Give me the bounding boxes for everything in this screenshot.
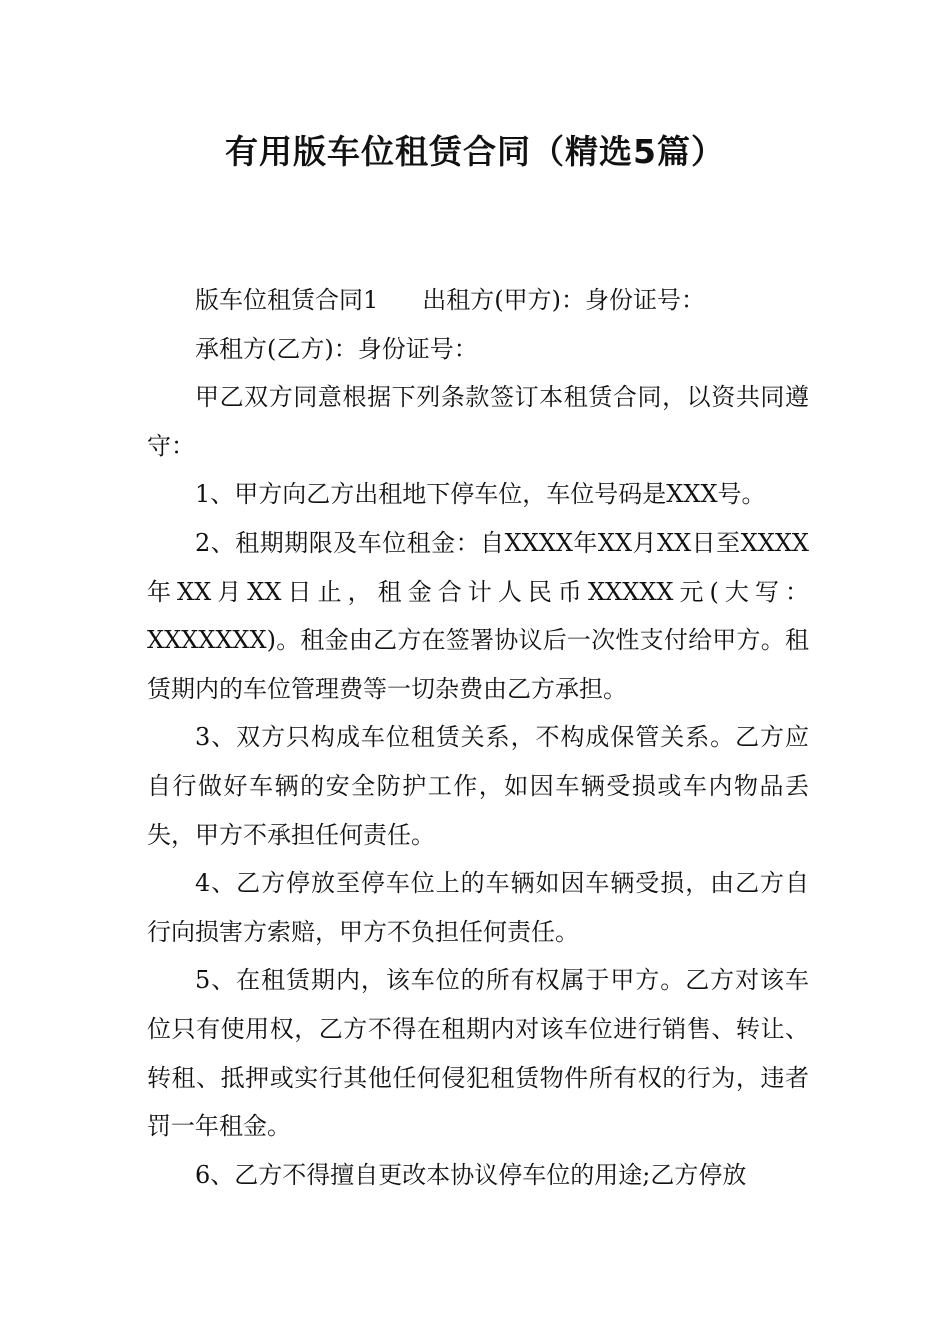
paragraph: 甲乙双方同意根据下列条款签订本租赁合同，以资共同遵守：	[147, 383, 809, 460]
document-body	[147, 276, 809, 1199]
paragraph: 4、乙方停放至停车位上的车辆如因车辆受损，由乙方自行向损害方索赔，甲方不负担任何责任。	[147, 869, 809, 946]
paragraph: 5、在租赁期内，该车位的所有权属于甲方。乙方对该车位只有使用权，乙方不得在租期内对该车位进行销售、转让、转租、抵押或实行其他任何侵犯租赁物件所有权的行为，违者罚一年租金。	[147, 966, 809, 1141]
document-title: 有用版车位租赁合同（精选5篇）	[225, 132, 725, 171]
contract-heading-line	[147, 276, 809, 325]
paragraph: 2、租期期限及车位租金：自XXXX年XX月XX日至XXXX年XX月XX日止，租金合计人民币XXXXX元(大写：XXXXXXX)。租金由乙方在签署协议后一次性支付给甲方。租赁期内的车位管理费等一切杂费由乙方承担。	[147, 528, 809, 703]
contract-number-label: 版车位租赁合同1	[195, 286, 379, 314]
paragraph: 承租方(乙方)：身份证号：	[195, 334, 478, 363]
paragraph: 3、双方只构成车位租赁关系，不构成保管关系。乙方应自行做好车辆的安全防护工作，如因车辆受损或车内物品丢失，甲方不承担任何责任。	[147, 723, 809, 849]
lessor-line: 出租方(甲方)：身份证号：	[422, 286, 706, 314]
paragraph: 6、乙方不得擅自更改本协议停车位的用途;乙方停放	[195, 1160, 747, 1189]
paragraph: 1、甲方向乙方出租地下停车位，车位号码是XXX号。	[195, 480, 766, 509]
